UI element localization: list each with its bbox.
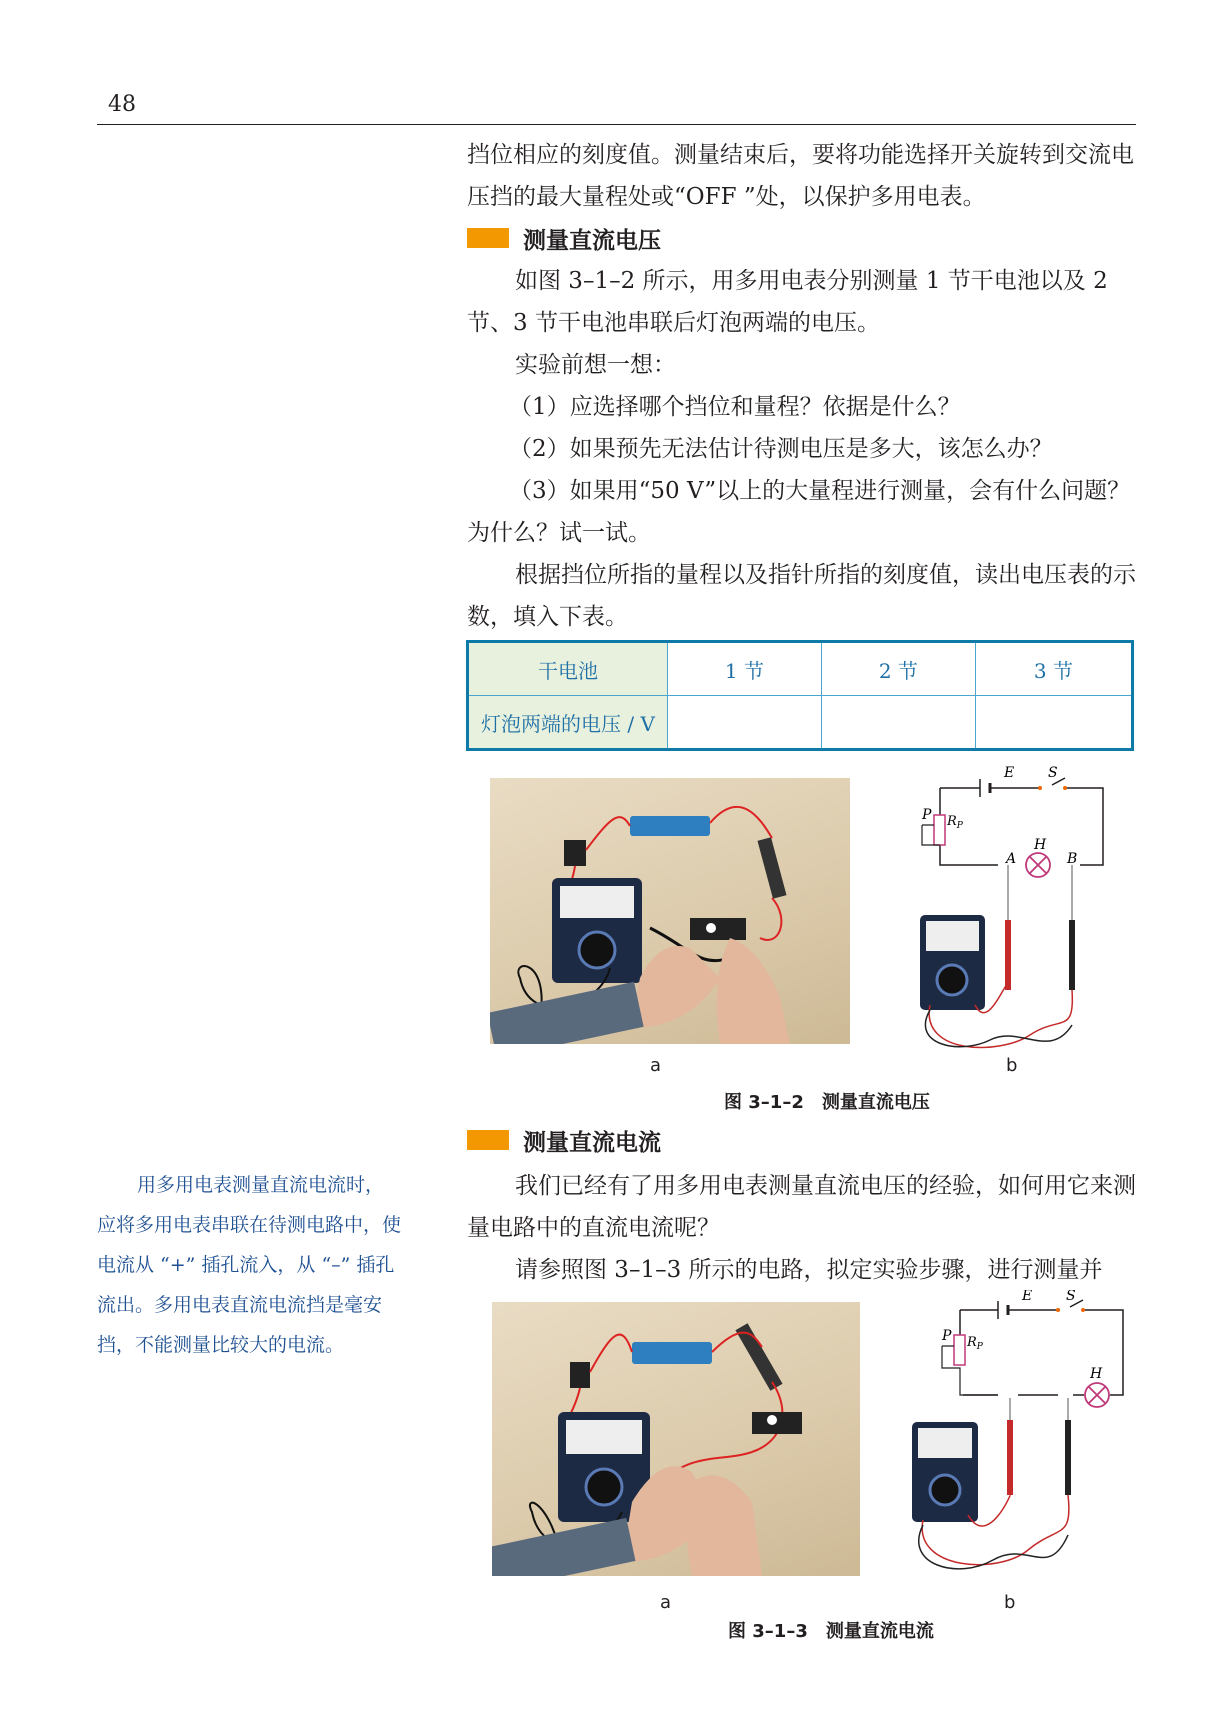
voltage-paragraph-1: 如图 3–1–2 所示，用多用电表分别测量 1 节干电池以及 2 节、3 节干电池串联后灯泡两端的电压。 xyxy=(467,268,1108,336)
table-cell-empty xyxy=(668,696,822,750)
voltage-paragraph-3: 根据挡位所指的量程以及指针所指的刻度值，读出电压表的示数，填入下表。 xyxy=(467,562,1136,630)
figure-313-photo xyxy=(492,1302,860,1576)
section-marker xyxy=(467,1130,509,1150)
figure-313-label-b: b xyxy=(1004,1592,1016,1613)
intro-paragraph: 挡位相应的刻度值。测量结束后，要将功能选择开关旋转到交流电压挡的最大量程处或“OFF ”处，以保护多用电表。 xyxy=(467,142,1134,210)
label-B: B xyxy=(1067,851,1078,867)
figure-312-caption: 图 3–1–2 测量直流电压 xyxy=(724,1092,930,1113)
figure-312-label-a: a xyxy=(650,1055,662,1076)
voltage-paragraph-2: 实验前想一想： xyxy=(515,352,676,378)
page-number: 48 xyxy=(108,92,136,117)
table-row xyxy=(468,696,1133,750)
label-H: H xyxy=(1034,837,1047,853)
header-rule xyxy=(97,124,1136,125)
table-header-cell: 2 节 xyxy=(821,642,975,696)
circuit-diagram-voltage xyxy=(900,765,1115,1055)
current-paragraph-2: 请参照图 3–1–3 所示的电路，拟定实验步骤，进行测量并 xyxy=(515,1257,1103,1283)
table-header-cell: 3 节 xyxy=(975,642,1132,696)
label-E: E xyxy=(1022,1290,1033,1304)
figure-312-photo xyxy=(490,778,850,1044)
section-heading-voltage xyxy=(467,222,661,254)
section-title-voltage: 测量直流电压 xyxy=(523,227,661,254)
label-Rp: $R_P$ xyxy=(947,814,963,831)
question-2: （2）如果预先无法估计待测电压是多大，该怎么办？ xyxy=(509,436,1053,462)
question-3: （3）如果用“50 V”以上的大量程进行测量，会有什么问题？为什么？试一试。 xyxy=(467,478,1131,546)
table-row-label: 灯泡两端的电压 / V xyxy=(468,696,668,750)
table-row xyxy=(468,642,1133,696)
label-S: S xyxy=(1066,1290,1076,1304)
label-P: P xyxy=(922,807,932,823)
figure-312-circuit xyxy=(900,765,1115,1055)
voltage-table xyxy=(466,640,1134,751)
table-header-cell: 1 节 xyxy=(668,642,822,696)
circuit-diagram-current xyxy=(898,1290,1133,1580)
figure-313-label-a: a xyxy=(660,1592,672,1613)
figure-313-caption: 图 3–1–3 测量直流电流 xyxy=(728,1621,934,1642)
figure-313-circuit xyxy=(898,1290,1133,1580)
experiment-photo-illustration xyxy=(490,778,850,1044)
experiment-photo-illustration xyxy=(492,1302,860,1576)
section-heading-current xyxy=(467,1124,661,1156)
label-Rp: $R_P$ xyxy=(967,1335,983,1352)
table-header-cell: 干电池 xyxy=(468,642,668,696)
current-paragraph-1: 我们已经有了用多用电表测量直流电压的经验，如何用它来测量电路中的直流电流呢？ xyxy=(467,1173,1136,1241)
question-1: （1）应选择哪个挡位和量程？依据是什么？ xyxy=(509,394,961,420)
label-H: H xyxy=(1090,1366,1103,1382)
label-A: A xyxy=(1006,851,1017,867)
table-cell-empty xyxy=(821,696,975,750)
label-P: P xyxy=(942,1328,952,1344)
side-note: 用多用电表测量直流电流时，应将多用电表串联在待测电路中，使电流从 “+” 插孔流入，从 “–” 插孔流出。多用电表直流电流挡是毫安挡，不能测量比较大的电流。 xyxy=(97,1174,402,1356)
section-marker xyxy=(467,228,509,248)
figure-312-label-b: b xyxy=(1006,1055,1018,1076)
label-S: S xyxy=(1048,765,1058,781)
label-E: E xyxy=(1004,765,1015,781)
section-title-current: 测量直流电流 xyxy=(523,1129,661,1156)
table-cell-empty xyxy=(975,696,1132,750)
